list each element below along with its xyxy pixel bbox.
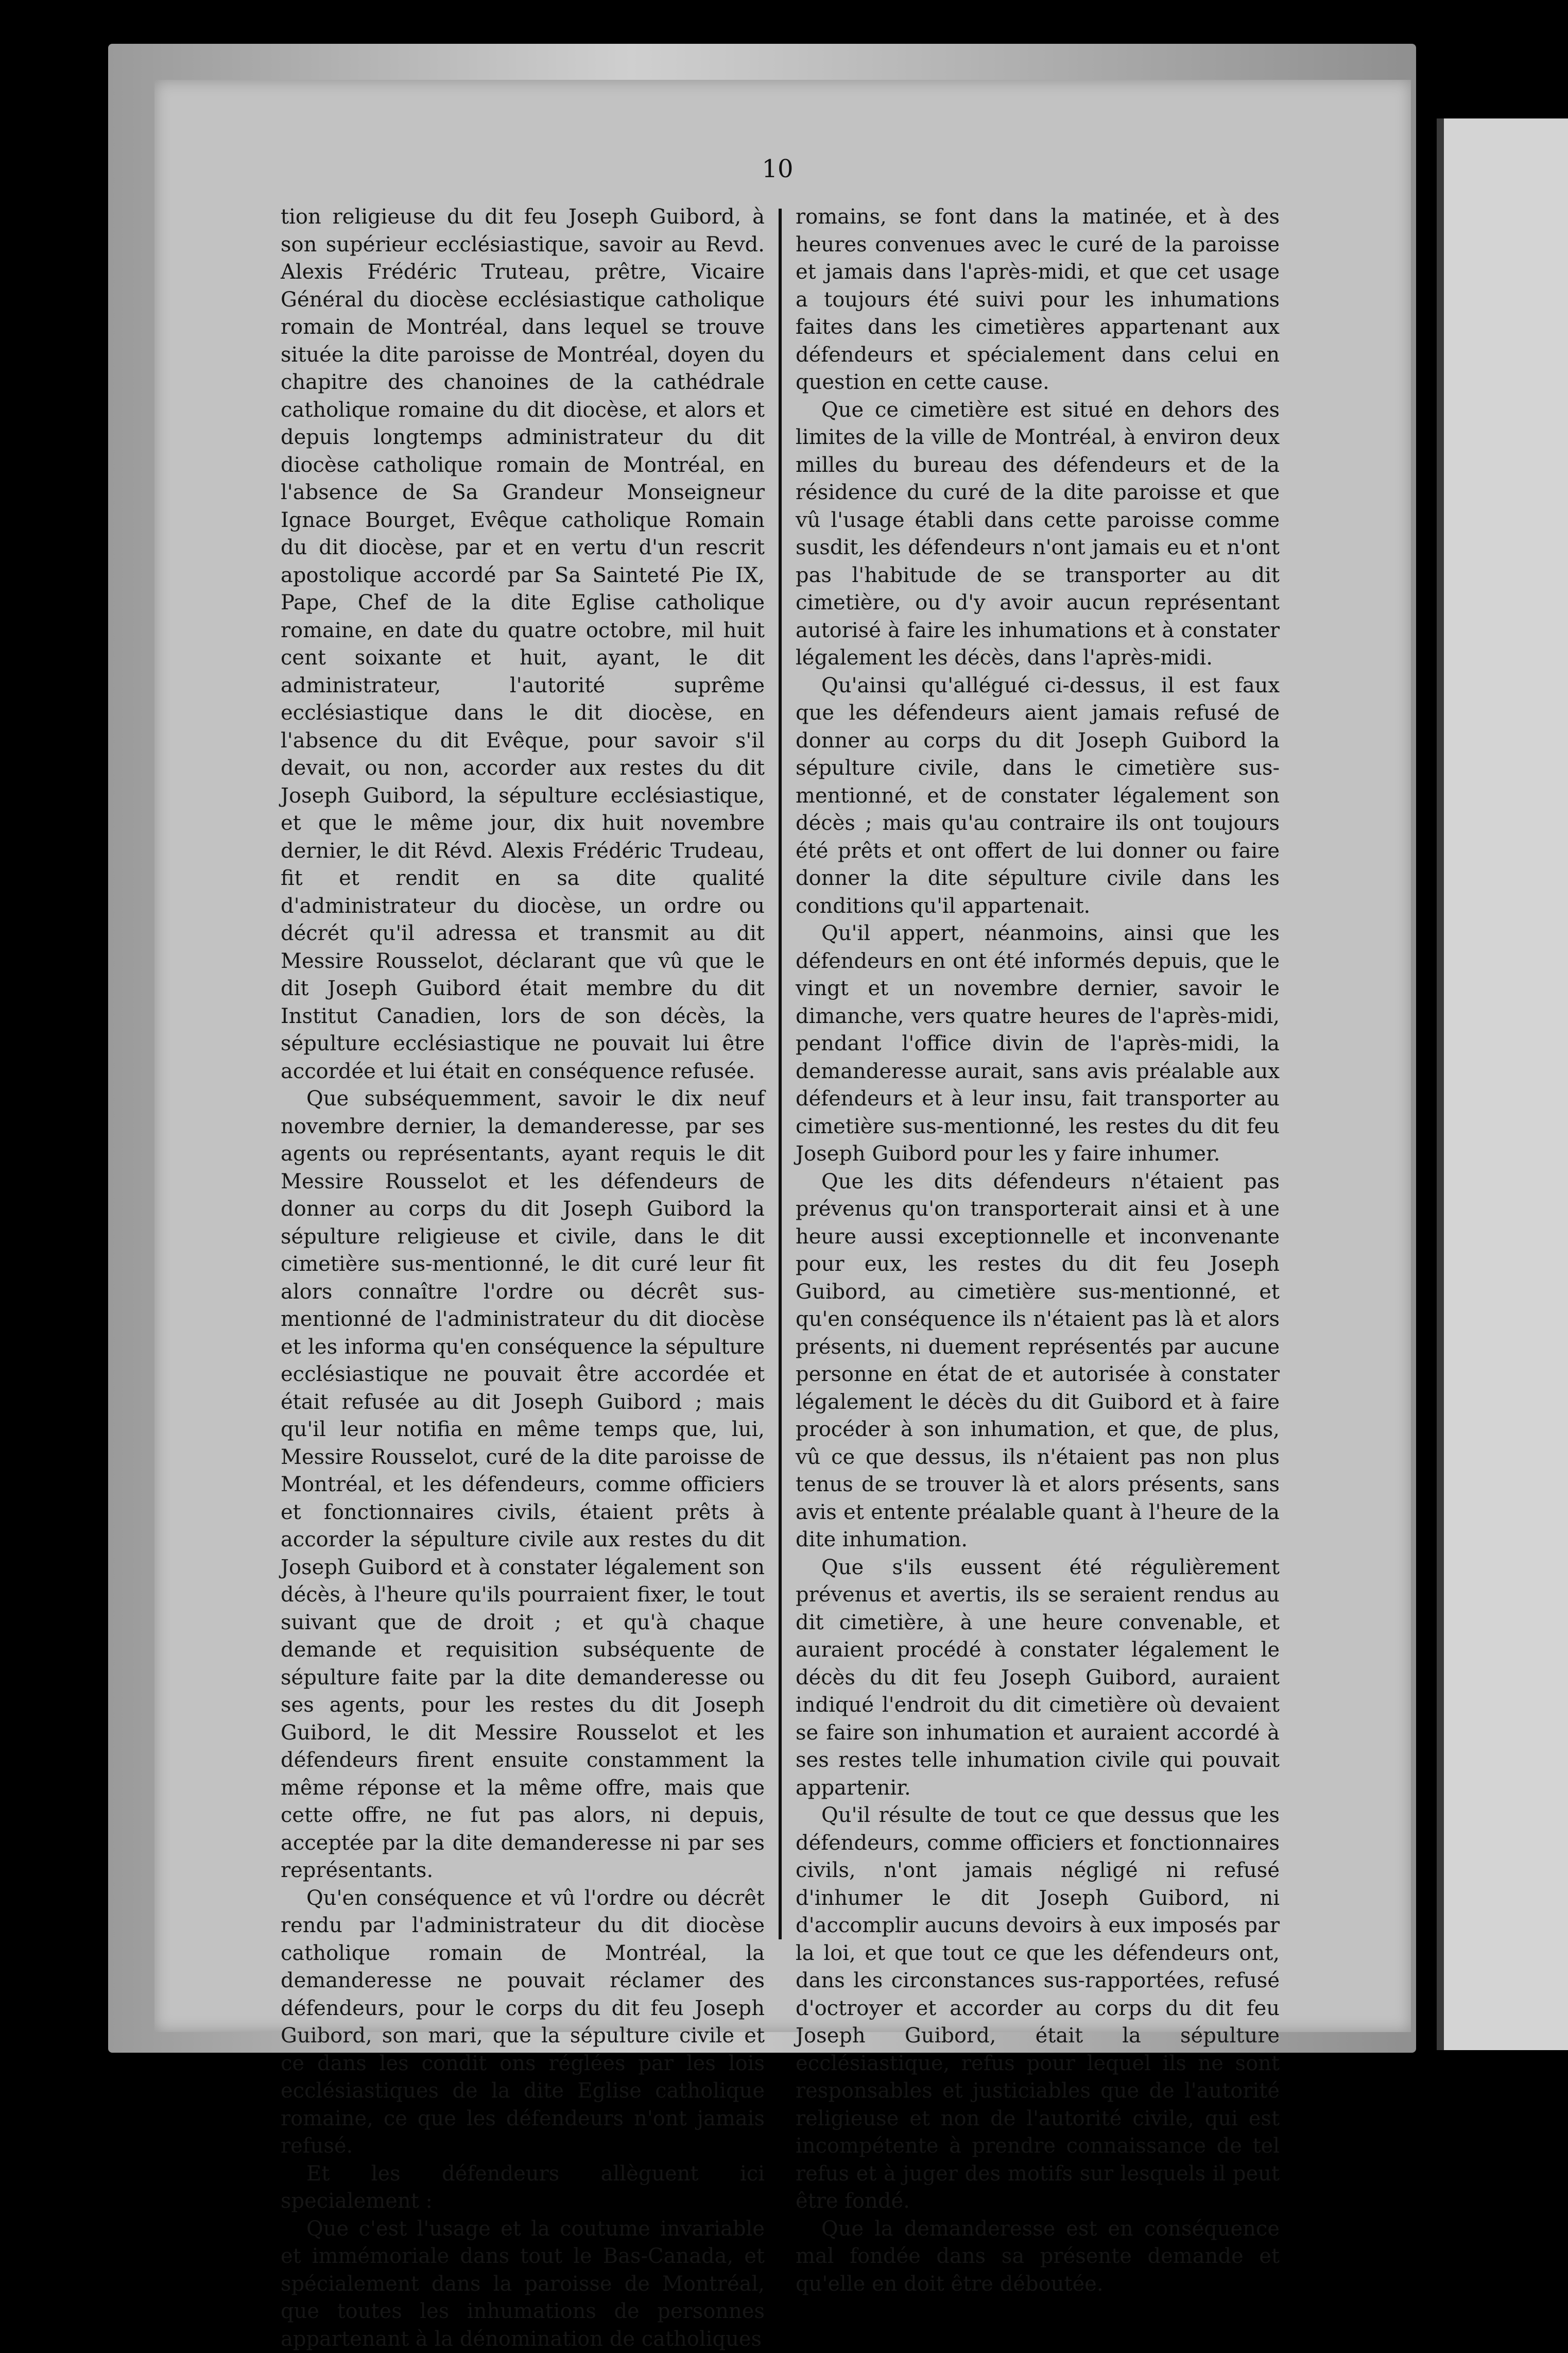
page-number: 10 — [747, 155, 808, 183]
right-paragraph-3: Qu'ainsi qu'allégué ci-dessus, il est faux que les défendeurs aient jamais refusé de donner au corps du dit Joseph Guibord la sépulture civile, dans le cimetière sus-mentionné, et de constater légalement son décès ; mais qu'au contraire ils ont toujours été prêts et ont offert de lui donner ou faire donner la dite sépulture civile dans les conditions qu'il appartenait. — [796, 672, 1280, 920]
left-paragraph-5: Que c'est l'usage et la coutume invariable et immémoriale dans tout le Bas-Canada, et spécialement dans la paroisse de Montréal, que toutes les inhumations de personnes appartenant à la dénomination de catholiques — [281, 2215, 765, 2353]
left-paragraph-3: Qu'en conséquence et vû l'ordre ou décrêt rendu par l'administrateur du dit diocèse catholique romain de Montréal, la demanderesse ne pouvait réclamer des défendeurs, pour le corps du dit feu Joseph Guibord, son mari, que la sépulture civile et ce dans les condit ons réglées par les lois ecclésiastiques de la dite Eglise catholique romaine, ce que les défendeurs n'ont jamais refusé. — [281, 1885, 765, 2160]
right-paragraph-6: Que s'ils eussent été régulièrement prévenus et avertis, ils se seraient rendus au dit cimetière, à une heure convenable, et auraient procédé à constater légalement le décès du dit feu Joseph Guibord, auraient indiqué l'endroit du dit cimetière où devaient se faire son inhumation et auraient accordé à ses restes telle inhumation civile qui pouvait appartenir. — [796, 1554, 1280, 1802]
right-column — [796, 203, 1280, 2298]
left-paragraph-4: Et les défendeurs allèguent ici specialement : — [281, 2160, 765, 2215]
right-paragraph-8: Que la demanderesse est en conséquence mal fondée dans sa présente demande et qu'elle en doit être déboutée. — [796, 2215, 1280, 2298]
right-paragraph-4: Qu'il appert, néanmoins, ainsi que les défendeurs en ont été informés depuis, que le vingt et un novembre dernier, savoir le dimanche, vers quatre heures de l'après-midi, pendant l'office divin de l'après-midi, la demanderesse aurait, sans avis préalable aux défendeurs et à leur insu, fait transporter au cimetière sus-mentionné, les restes du dit feu Joseph Guibord pour les y faire inhumer. — [796, 920, 1280, 1168]
adjacent-page-strip — [1437, 118, 1568, 2050]
left-paragraph-1: tion religieuse du dit feu Joseph Guibord, à son supérieur ecclésiastique, savoir au Revd. Alexis Frédéric Truteau, prêtre, Vicaire Général du diocèse ecclésiastique catholique romain de Montréal, dans lequel se trouve située la dite paroisse de Montréal, doyen du chapitre des chanoines de la cathédrale catholique romaine du dit diocèse, et alors et depuis longtemps administrateur du dit diocèse catholique romain de Montréal, en l'absence de Sa Grandeur Monseigneur Ignace Bourget, Evêque catholique Romain du dit diocèse, par et en vertu d'un rescrit apostolique accordé par Sa Sainteté Pie IX, Pape, Chef de la dite Eglise catholique romaine, en date du quatre octobre, mil huit cent soixante et huit, ayant, le dit administrateur, l'autorité suprême ecclésiastique dans le dit diocèse, en l'absence du dit Evêque, pour savoir s'il devait, ou non, accorder aux restes du dit Joseph Guibord, la sépulture ecclésiastique, et que le même jour, dix huit novembre dernier, le dit Révd. Alexis Frédéric Trudeau, fit et rendit en sa dite qualité d'administrateur du diocèse, un ordre ou décrét qu'il adressa et transmit au dit Messire Rousselot, déclarant que vû que le dit Joseph Guibord était membre du dit Institut Canadien, lors de son décès, la sépulture ecclésiastique ne pouvait lui être accordée et lui était en conséquence refusée. — [281, 203, 765, 1085]
right-paragraph-2: Que ce cimetière est situé en dehors des limites de la ville de Montréal, à environ deux milles du bureau des défendeurs et de la résidence du curé de la dite paroisse et que vû l'usage établi dans cette paroisse comme susdit, les défendeurs n'ont jamais eu et n'ont pas l'habitude de se transporter au dit cimetière, ou d'y avoir aucun représentant autorisé à faire les inhumations et à constater légalement les décès, dans l'après-midi. — [796, 397, 1280, 672]
left-column — [281, 203, 765, 2353]
column-divider — [779, 209, 782, 1939]
right-paragraph-1: romains, se font dans la matinée, et à des heures convenues avec le curé de la paroisse et jamais dans l'après-midi, et que cet usage a toujours été suivi pour les inhumations faites dans les cimetières appartenant aux défendeurs et spécialement dans celui en question en cette cause. — [796, 203, 1280, 397]
left-paragraph-2: Que subséquemment, savoir le dix neuf novembre dernier, la demanderesse, par ses agents ou représentants, ayant requis le dit Messire Rousselot et les défendeurs de donner au corps du dit Joseph Guibord la sépulture religieuse et civile, dans le dit cimetière sus-mentionné, le dit curé leur fit alors connaître l'ordre ou décrêt sus-mentionné de l'administrateur du dit diocèse et les informa qu'en conséquence la sépulture ecclésiastique ne pouvait être accordée et était refusée au dit Joseph Guibord ; mais qu'il leur notifia en même temps que, lui, Messire Rousselot, curé de la dite paroisse de Montréal, et les défendeurs, comme officiers et fonctionnaires civils, étaient prêts à accorder la sépulture civile aux restes du dit Joseph Guibord et à constater légalement son décès, à l'heure qu'ils pourraient fixer, le tout suivant que de droit ; et qu'à chaque demande et requisition subséquente de sépulture faite par la dite demanderesse ou ses agents, pour les restes du dit Joseph Guibord, le dit Messire Rousselot et les défendeurs firent ensuite constamment la même réponse et la même offre, mais que cette offre, ne fut pas alors, ni depuis, acceptée par la dite demanderesse ni par ses représentants. — [281, 1085, 765, 1885]
right-paragraph-7: Qu'il résulte de tout ce que dessus que les défendeurs, comme officiers et fonctionnaires civils, n'ont jamais négligé ni refusé d'inhumer le dit Joseph Guibord, ni d'accomplir aucuns devoirs à eux imposés par la loi, et que tout ce que les défendeurs ont, dans les circonstances sus-rapportées, refusé d'octroyer et accorder au corps du dit feu Joseph Guibord, était la sépulture ecclésiastique, refus pour lequel ils ne sont responsables et justiciables que de l'autorité religieuse et non de l'autorité civile, qui est incompétente à prendre connaissance de tel refus et à juger des motifs sur lesquels il peut être fondé. — [796, 1802, 1280, 2215]
right-paragraph-5: Que les dits défendeurs n'étaient pas prévenus qu'on transporterait ainsi et à une heure aussi exceptionnelle et inconvenante pour eux, les restes du dit feu Joseph Guibord, au cimetière sus-mentionné, et qu'en conséquence ils n'étaient pas là et alors présents, ni duement représentés par aucune personne en état de et autorisée à constater légalement le décès du dit Guibord et à faire procéder à son inhumation, et que, de plus, vû ce que dessus, ils n'étaient pas non plus tenus de se trouver là et alors présents, sans avis et entente préalable quant à l'heure de la dite inhumation. — [796, 1168, 1280, 1554]
